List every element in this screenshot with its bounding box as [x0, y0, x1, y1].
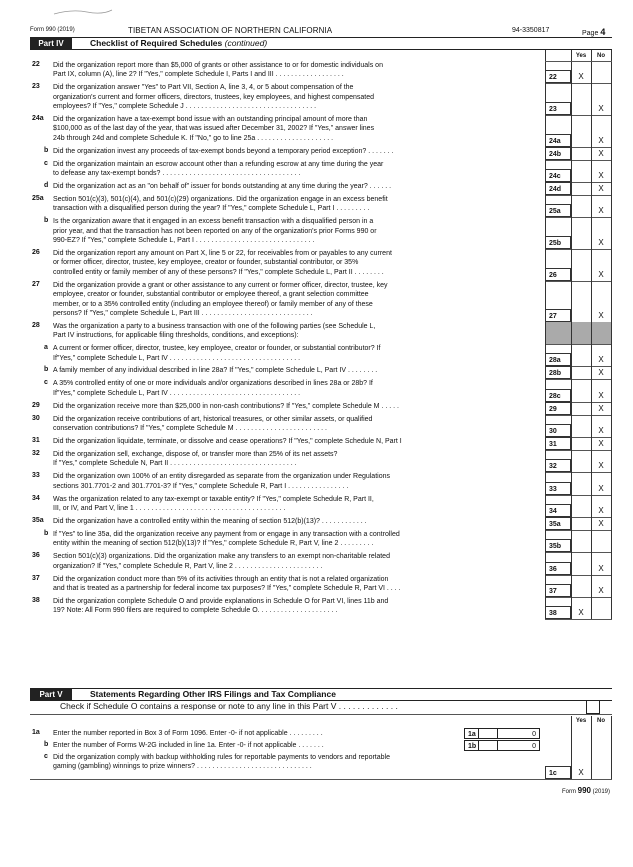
line-sub: b — [44, 217, 49, 225]
divider — [545, 619, 612, 620]
no-cell[interactable] — [591, 539, 611, 552]
line-number: 29 — [32, 401, 40, 409]
form-id: Form 990 (2019) — [30, 27, 75, 33]
checklist-row — [30, 217, 612, 249]
line-number: 28 — [32, 321, 40, 329]
line-text: Section 501(c)(3), 501(c)(4), and 501(c)(29) organizations. Did the organization engage in an excess benefit transaction with a disqualified person during the year? If "Yes," complete Schedule L, Part I . . . . . . . . . — [53, 196, 388, 213]
line-1c-no[interactable] — [591, 766, 611, 779]
no-cell[interactable]: X — [598, 269, 604, 279]
checklist-row — [30, 281, 612, 322]
line-sub: c — [44, 159, 48, 167]
line-ref-box: 24a — [545, 134, 571, 147]
line-ref-box: 23 — [545, 102, 571, 115]
line-ref-box: 34 — [545, 504, 571, 517]
no-cell[interactable]: X — [598, 310, 604, 320]
yes-cell[interactable] — [571, 236, 591, 249]
organization-name: TIBETAN ASSOCIATION OF NORTHERN CALIFORNIA — [128, 26, 333, 35]
part-v-label: Part V — [30, 689, 72, 700]
yes-cell[interactable] — [571, 182, 591, 195]
part-v-no-header: No — [597, 718, 605, 724]
checklist-row — [30, 366, 612, 379]
line-text: Did the organization have a controlled entity within the meaning of section 512(b)(13)? . . . . . . . . . . . . — [53, 517, 367, 525]
yes-cell[interactable]: X — [578, 608, 584, 618]
yes-cell[interactable] — [571, 517, 591, 530]
line-ref-box: 37 — [545, 584, 571, 597]
line-1c-box: 1c — [545, 766, 571, 779]
divider — [545, 50, 546, 619]
line-number: 33 — [32, 472, 40, 480]
checklist-row — [30, 182, 612, 195]
no-cell[interactable]: X — [598, 483, 604, 493]
part-iv-label: Part IV — [30, 38, 72, 49]
yes-cell[interactable] — [571, 147, 591, 160]
divider — [30, 779, 612, 780]
checklist-row — [30, 147, 612, 160]
yes-cell[interactable] — [571, 389, 591, 402]
ein: 94-3350817 — [512, 27, 550, 34]
checklist-row — [30, 437, 612, 450]
page-number: Page 4 — [582, 27, 606, 37]
part-v-header — [30, 688, 612, 701]
line-ref-box: 33 — [545, 482, 571, 495]
no-cell[interactable]: X — [598, 505, 604, 515]
line-sub: b — [44, 741, 49, 748]
scan-mark — [52, 8, 114, 16]
yes-cell[interactable]: X — [578, 72, 584, 82]
line-text: Did the organization invest any proceeds of tax-exempt bonds beyond a temporary period exception? . . . . . . . — [53, 147, 394, 155]
divider — [611, 50, 612, 619]
checklist-row — [30, 495, 612, 517]
yes-cell[interactable] — [571, 459, 591, 472]
no-cell[interactable]: X — [598, 184, 604, 193]
line-number: 34 — [32, 494, 40, 502]
checklist-row — [30, 597, 612, 619]
line-text: Did the organization liquidate, terminate, or dissolve and cease operations? If "Yes," complete Schedule N, Part I — [53, 438, 402, 445]
line-text: A family member of any individual described in line 28a? If "Yes," complete Schedule L, Part IV . . . . . . . . — [53, 367, 378, 375]
line-text: If "Yes" to line 35a, did the organization receive any payment from or engage in any transaction with a controlled entity within the meaning of section 512(b)(13)? If "Yes," complete Schedule R, Part V, line 2 . . . . . . . . . — [53, 530, 400, 548]
line-text: Did the organization report more than $5,000 of grants or other assistance to or for domestic individuals on Part IX, column (A), line 2? If "Yes," complete Schedule I, Parts I and III . . . . . . . . . . . . . . . . . . — [53, 62, 383, 79]
line-ref-box: 30 — [545, 424, 571, 437]
line-ref-box: 32 — [545, 459, 571, 472]
checklist-row — [30, 344, 612, 366]
line-number: 36 — [32, 552, 40, 560]
no-cell[interactable]: X — [598, 238, 604, 247]
yes-cell[interactable] — [571, 366, 591, 379]
line-text: Did the organization report any amount on Part X, line 5 or 22, for receivables from or payables to any current or former officer, director, trustee, key employee, creator or founder, substantial contributor, or 35% controlled entity or family member of any of these persons? If "Yes," complete Schedule L, Part II . . . . . . . . — [53, 250, 392, 276]
line-ref-box: 28a — [545, 353, 571, 366]
checklist-row — [30, 402, 612, 415]
checklist-row — [30, 115, 612, 147]
yes-cell[interactable] — [571, 169, 591, 182]
line-ref-box: 28c — [545, 389, 571, 402]
yes-cell[interactable] — [571, 539, 591, 552]
checklist-row — [30, 530, 612, 552]
line-1b-value[interactable]: 0 — [478, 740, 540, 751]
yes-cell[interactable] — [571, 424, 591, 437]
checklist-row — [30, 61, 612, 83]
yes-cell[interactable] — [571, 309, 591, 322]
line-number: 38 — [32, 596, 40, 604]
line-text: Was the organization related to any tax-exempt or taxable entity? If "Yes," complete Schedule R, Part II, III, or IV, and Part V, line 1 . . . . . . . . . . . . . . . . . . . . . . . . . . . . . . . . . . . . . . . — [53, 495, 374, 512]
checklist-row — [30, 83, 612, 115]
line-number: 32 — [32, 450, 40, 457]
yes-cell[interactable] — [571, 584, 591, 597]
line-text: A current or former officer, director, trustee, key employee, creator or founder, or substantial contributor? If If"Yes," complete Schedule L, Part IV . . . . . . . . . . . . . . . . . . . . . . . . . . . . . . . . . . — [53, 345, 381, 362]
divider — [30, 714, 612, 715]
line-text: Did the organization own 100% of an entity disregarded as separate from the organization under Regulations sections 301.7701-2 and 301.7701-3? If "Yes," complete Schedule R, Part I . . . . . . . . . . . . . . . . — [53, 473, 390, 490]
checklist-row — [30, 379, 612, 401]
line-1b-box: 1b — [464, 740, 498, 751]
line-ref-box: 38 — [545, 606, 571, 619]
yes-cell[interactable] — [571, 437, 591, 450]
line-ref-box: 29 — [545, 402, 571, 415]
no-cell[interactable]: X — [598, 426, 604, 435]
line-sub: d — [44, 182, 49, 189]
page-header — [30, 26, 612, 37]
line-text: Did the organization answer "Yes" to Part VII, Section A, line 3, 4, or 5 about compensation of the organization's current and former officers, directors, trustees, key employees, and highest compensated employees? If "Yes," complete Schedule J . . . . . . . . . . . . . . . . . . . . . . . . . . . . . . . . . . — [53, 84, 375, 111]
no-cell[interactable]: X — [598, 585, 604, 595]
line-ref-box: 35a — [545, 517, 571, 530]
line-number: 30 — [32, 414, 40, 422]
line-text: Did the organization act as an "on behalf of" issuer for bonds outstanding at any time during the year? . . . . . . — [53, 183, 392, 190]
no-cell[interactable]: X — [598, 390, 604, 400]
line-text: Did the organization receive more than $25,000 in non-cash contributions? If "Yes," complete Schedule M . . . . . — [53, 402, 399, 410]
no-cell[interactable]: X — [598, 439, 604, 448]
yes-cell[interactable] — [571, 102, 591, 115]
yes-cell[interactable] — [571, 402, 591, 415]
no-cell[interactable]: X — [598, 403, 604, 413]
line-ref-box: 25b — [545, 236, 571, 249]
line-text: Was the organization a party to a business transaction with one of the following parties (see Schedule L, Part IV instructions, for applicable filing thresholds, conditions, and exceptions): — [53, 322, 376, 340]
line-number: 22 — [32, 61, 40, 68]
line-number: 37 — [32, 574, 40, 582]
line-text: Did the organization receive contributions of art, historical treasures, or other similar assets, or qualified conservation contributions? If "Yes," complete Schedule M . . . . . . . . . . . . . . . . . . . . . . . . — [53, 415, 373, 433]
line-number: 27 — [32, 280, 40, 288]
line-text: Did the organization provide a grant or other assistance to any current or former officer, director, trustee, key employee, creator or founder, substantial contributor or employee thereof, a grant selection committee member, or to a 35% controlled entity (including an employee thereof) or family member of any of these persons? If "Yes," complete Schedule L, Part III . . . . . . . . . . . . . . . . . . . . . . . . . . . . . — [53, 281, 388, 317]
checklist-row — [30, 472, 612, 494]
page-footer: Form 990 (2019) — [561, 786, 610, 795]
divider — [611, 716, 612, 780]
no-cell[interactable] — [591, 70, 611, 83]
checklist-row — [30, 450, 612, 472]
line-1c — [30, 753, 612, 777]
line-text: Enter the number reported in Box 3 of Form 1096. Enter -0- if not applicable . . . . . . . . . — [53, 730, 323, 737]
line-sub: a — [44, 344, 48, 352]
yes-cell[interactable] — [571, 562, 591, 575]
shaded-cell — [545, 322, 612, 344]
yes-cell[interactable] — [571, 204, 591, 217]
line-text: Is the organization aware that it engaged in an excess benefit transaction with a disqualified person in a prior year, and that the transaction has not been reported on any of the organization's prior Forms 990 or 990-EZ? If "Yes," complete Schedule L, Part I . . . . . . . . . . . . . . . . . . . . . . . . . . . . . . . — [53, 218, 377, 245]
yes-column-header: Yes — [575, 53, 587, 59]
line-text: Did the organization conduct more than 5% of its activities through an entity that is not a related organization and that is treated as a partnership for federal income tax purposes? If "Yes," complete Schedule R, Part VI . . . . — [53, 575, 401, 592]
line-ref-box: 36 — [545, 562, 571, 575]
line-sub: b — [44, 529, 49, 537]
yes-cell[interactable] — [571, 353, 591, 366]
part-iv-header — [30, 37, 612, 50]
line-text: Did the organization comply with backup withholding rules for reportable payments to vendors and reportable gaming (gambling) winnings to prize winners? . . . . . . . . . . . . . . . . . . . . . . . . . . . . . . — [53, 754, 390, 771]
line-1c-yes[interactable]: X — [578, 768, 584, 777]
line-1a-box: 1a — [464, 728, 498, 739]
yes-cell[interactable] — [571, 504, 591, 517]
line-1a-value[interactable]: 0 — [478, 728, 540, 739]
no-cell[interactable]: X — [598, 104, 604, 113]
line-number: 25a — [32, 195, 44, 202]
divider — [571, 716, 572, 780]
line-sub: c — [44, 379, 48, 387]
checklist-row — [30, 249, 612, 281]
part-v-title: Statements Regarding Other IRS Filings and Tax Compliance — [90, 689, 336, 699]
line-ref-box: 24c — [545, 169, 571, 182]
line-number: 24a — [32, 115, 44, 122]
checklist-row — [30, 552, 612, 574]
line-text: Did the organization have a tax-exempt bond issue with an outstanding principal amount of more than $100,000 as of the last day of the year, that was issued after December 31, 2002? If "Yes," answer lines 24b through 24d and complete Schedule K. If "No," go to line 25a . . . . . . . . . . . . . . . . . . . . — [53, 116, 375, 142]
divider — [591, 716, 592, 780]
divider — [591, 50, 592, 619]
yes-cell[interactable] — [571, 134, 591, 147]
line-number: 35a — [32, 516, 44, 524]
line-number: 31 — [32, 437, 40, 444]
no-cell[interactable]: X — [598, 135, 604, 145]
checklist-row — [30, 517, 612, 530]
checklist-row — [30, 195, 612, 217]
line-sub: b — [44, 366, 49, 374]
no-cell[interactable]: X — [598, 206, 604, 216]
line-ref-box: 24b — [545, 147, 571, 160]
line-ref-box: 25a — [545, 204, 571, 217]
no-cell[interactable]: X — [598, 563, 604, 573]
line-ref-box: 26 — [545, 268, 571, 281]
line-text: Did the organization complete Schedule O and provide explanations in Schedule O for Part VI, lines 11b and 19? Note: All Form 990 filers are required to complete Schedule O. . . . . . . . . . . . . . . . . . . . . — [53, 597, 389, 615]
line-ref-box: 31 — [545, 437, 571, 450]
line-number: 1a — [32, 729, 40, 736]
part-v-yes-header: Yes — [575, 718, 587, 724]
schedule-o-checkbox[interactable] — [586, 700, 600, 714]
no-cell[interactable]: X — [598, 171, 604, 180]
checklist-row — [30, 322, 612, 344]
checklist-row — [30, 160, 612, 182]
yes-cell[interactable] — [571, 482, 591, 495]
line-number: 26 — [32, 249, 40, 256]
line-number: 23 — [32, 83, 40, 91]
checklist-row — [30, 415, 612, 437]
no-cell[interactable]: X — [598, 148, 604, 158]
no-cell[interactable]: X — [598, 355, 604, 365]
no-column-header: No — [597, 53, 605, 59]
line-text: A 35% controlled entity of one or more individuals and/or organizations described in lines 28a or 28b? If If"Yes," complete Schedule L, Part IV . . . . . . . . . . . . . . . . . . . . . . . . . . . . . . . . . . — [53, 380, 373, 397]
yes-cell[interactable] — [571, 268, 591, 281]
line-text: Did the organization maintain an escrow account other than a refunding escrow at any time during the year to defease any tax-exempt bonds? . . . . . . . . . . . . . . . . . . . . . . . . . . . . . . . . . . . . — [53, 160, 384, 178]
no-cell[interactable]: X — [598, 518, 604, 528]
no-cell[interactable] — [591, 606, 611, 619]
line-ref-box: 22 — [545, 70, 571, 83]
line-text: Did the organization sell, exchange, dispose of, or transfer more than 25% of its net assets? If "Yes," complete Schedule N, Part II . . . . . . . . . . . . . . . . . . . . . . . . . . . . . . . . . — [53, 451, 338, 468]
line-ref-box: 24d — [545, 182, 571, 195]
checklist-row — [30, 575, 612, 597]
line-text: Section 501(c)(3) organizations. Did the organization make any transfers to an exempt non-charitable related organization? If "Yes," complete Schedule R, Part V, line 2 . . . . . . . . . . . . . . . . . . . . . . . — [53, 553, 390, 570]
divider — [545, 61, 612, 62]
line-text: Enter the number of Forms W-2G included in line 1a. Enter -0- if not applicable . . . . . . . — [53, 742, 324, 749]
line-ref-box: 27 — [545, 309, 571, 322]
line-ref-box: 28b — [545, 366, 571, 379]
no-cell[interactable]: X — [598, 461, 604, 471]
part-iv-title: Checklist of Required Schedules (continued) — [90, 38, 268, 48]
schedule-o-check-text: Check if Schedule O contains a response or note to any line in this Part V . . . . . . . . . . . . . — [60, 701, 398, 711]
line-sub: b — [44, 146, 49, 154]
line-sub: c — [44, 753, 48, 760]
line-ref-box: 35b — [545, 539, 571, 552]
divider — [571, 50, 572, 619]
no-cell[interactable]: X — [598, 368, 604, 378]
